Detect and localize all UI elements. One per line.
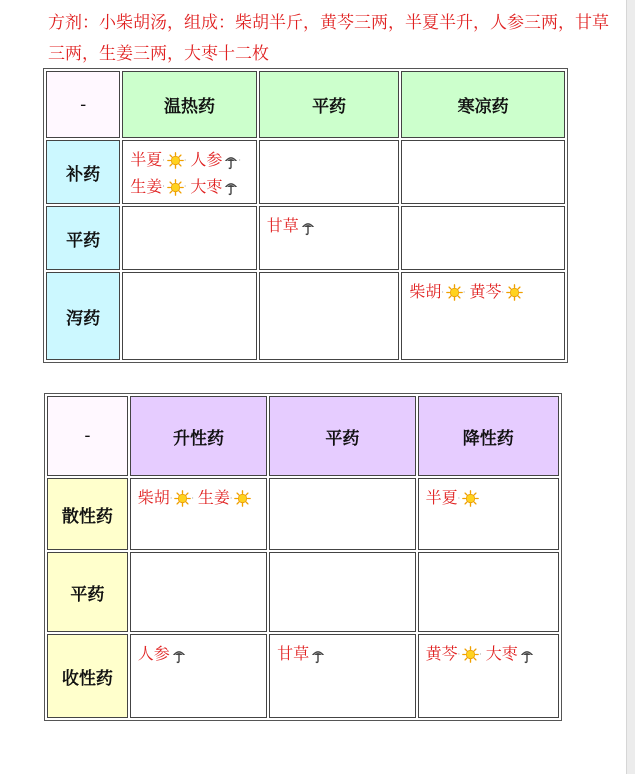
prescription-heading: 方剂：小柴胡汤，组成：柴胡半斤，黄芩三两，半夏半升，人参三两，甘草三两，生姜三两，大枣十二枚: [48, 13, 609, 64]
separator-dot: ·: [501, 287, 505, 297]
sun-icon: [462, 645, 479, 662]
herb-name: 人参: [190, 150, 223, 169]
separator-dot: ·: [457, 493, 461, 503]
separator-dot: ·: [162, 182, 165, 191]
temperature-tonify-table: [43, 68, 568, 363]
herb-name: 生姜: [197, 488, 230, 507]
sun-icon: [506, 283, 523, 300]
separator-dot: ·: [462, 287, 466, 297]
separator-dot: ·: [479, 649, 482, 659]
herb-entry: [130, 147, 184, 174]
table2-corner: -: [47, 396, 128, 476]
herb-entry: [190, 174, 238, 200]
herb-entry: [198, 485, 252, 512]
table2-row-disperse: 散性药: [47, 478, 128, 550]
separator-dot: ·: [162, 155, 165, 165]
herb-name: 甘草: [266, 216, 299, 235]
herb-name: 黄芩: [425, 644, 458, 663]
mushroom-icon: [224, 152, 238, 168]
separator-dot: ·: [191, 493, 194, 503]
herb-entry: [267, 213, 315, 239]
table2-cell: [418, 634, 559, 718]
table1-row-purge: 泻药: [46, 272, 120, 360]
page-scrollbar[interactable]: [626, 0, 635, 774]
separator-dot: ·: [441, 287, 444, 297]
sun-icon: [446, 283, 463, 300]
table2-col-descend: 降性药: [418, 396, 559, 476]
ascend-disperse-table: [44, 393, 562, 721]
mushroom-icon: [311, 646, 325, 662]
separator-dot: ·: [238, 155, 241, 165]
herb-name: 柴胡: [409, 282, 442, 301]
herb-name: 半夏: [130, 150, 163, 169]
herb-name: 黄芩: [469, 282, 502, 301]
mushroom-icon: [224, 178, 238, 194]
table2-cell: [418, 552, 559, 632]
separator-dot: ·: [169, 493, 173, 503]
mushroom-icon: [301, 218, 315, 234]
table1-cell: [401, 140, 565, 204]
table1-col-cold: 寒凉药: [401, 71, 565, 138]
mushroom-icon: [172, 646, 186, 662]
table1-col-neutral: 平药: [259, 71, 400, 138]
table2-cell: [269, 634, 415, 718]
herb-entry: [409, 279, 463, 306]
table2-cell: [130, 634, 267, 718]
table1-cell: [259, 206, 400, 270]
table1-cell: [122, 272, 257, 360]
table2-col-neutral: 平药: [269, 396, 415, 476]
herb-entry: [426, 641, 480, 668]
table1-row-neutral: 平药: [46, 206, 120, 270]
separator-dot: ·: [229, 493, 233, 503]
sun-icon: [234, 489, 251, 506]
table1-cell: [259, 140, 400, 204]
herb-name: 大枣: [190, 176, 223, 196]
mushroom-icon: [520, 646, 534, 662]
herb-name: 生姜: [130, 176, 163, 196]
herb-name: 大枣: [485, 644, 518, 663]
table2-col-ascend: 升性药: [130, 396, 267, 476]
herb-entry: [190, 147, 238, 173]
table1-row-tonify: 补药: [46, 140, 120, 204]
sun-icon: [167, 151, 184, 168]
herb-name: 半夏: [425, 488, 458, 507]
herb-name: 柴胡: [137, 488, 170, 507]
table1-cell: [122, 206, 257, 270]
table1-corner: -: [46, 71, 120, 138]
table2-cell: [130, 552, 267, 632]
herb-entry: [426, 485, 480, 512]
separator-dot: ·: [183, 182, 187, 191]
table2-cell: [418, 478, 559, 550]
herb-entry: [138, 485, 192, 512]
table1-cell: [259, 272, 400, 360]
table1-cell: [122, 140, 257, 204]
table2-cell: [269, 478, 415, 550]
table1-col-warm: 温热药: [122, 71, 257, 138]
herb-entry: [277, 641, 325, 667]
herb-name: 甘草: [277, 644, 310, 663]
separator-dot: ·: [183, 155, 187, 165]
herb-entry: [469, 279, 523, 306]
table1-cell: [401, 272, 565, 360]
separator-dot: ·: [457, 649, 461, 659]
table2-row-astringe: 收性药: [47, 634, 128, 718]
herb-entry: [486, 641, 534, 667]
table2-row-neutral: 平药: [47, 552, 128, 632]
table1-cell: [401, 206, 565, 270]
herb-entry: [130, 174, 184, 201]
table2-cell: [269, 552, 415, 632]
table2-cell: [130, 478, 267, 550]
sun-icon: [174, 489, 191, 506]
herb-entry: [138, 641, 186, 667]
herb-name: 人参: [137, 644, 170, 663]
sun-icon: [462, 489, 479, 506]
sun-icon: [167, 178, 184, 195]
